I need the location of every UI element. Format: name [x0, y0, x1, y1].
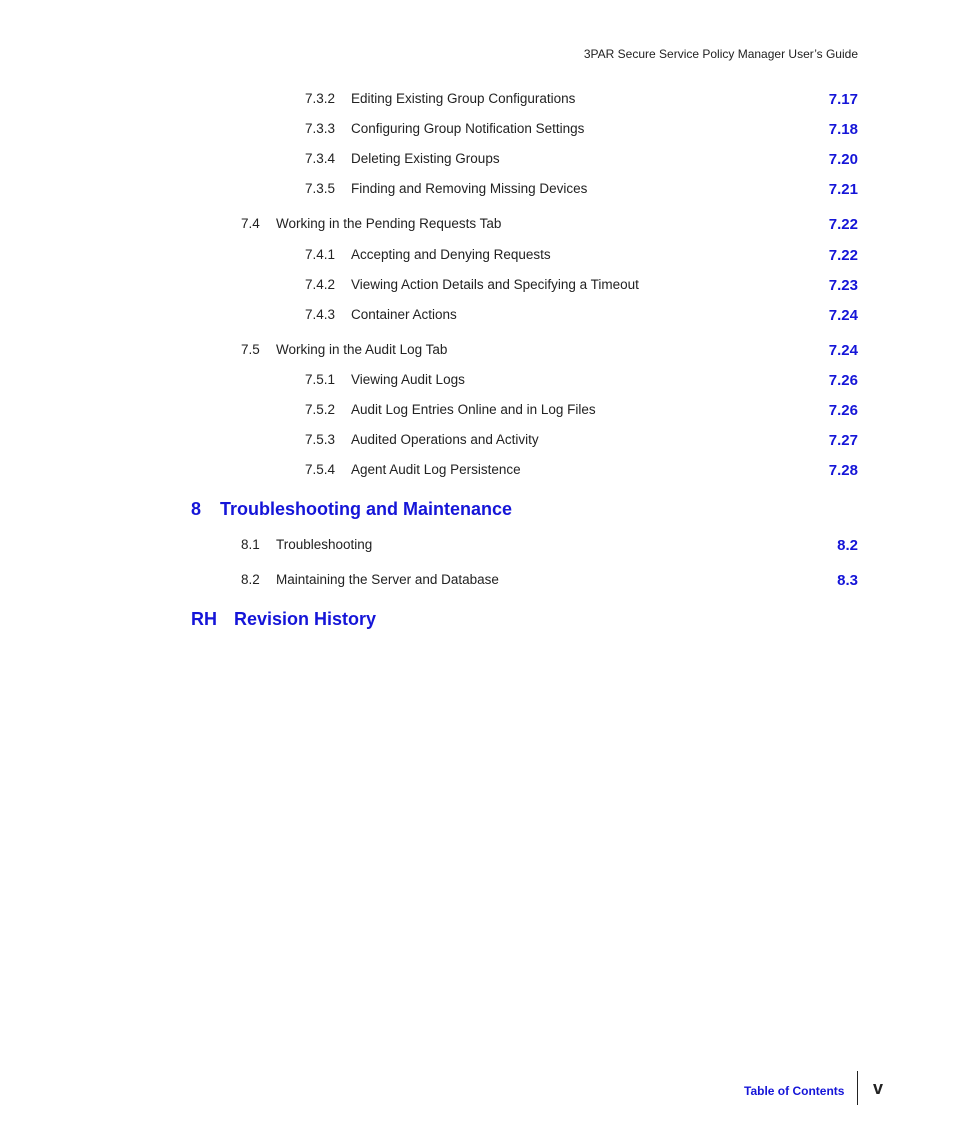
toc-entry[interactable] — [0, 402, 954, 422]
toc-entry-page-link[interactable]: 7.24 — [828, 307, 858, 324]
toc-entry[interactable] — [0, 247, 954, 267]
toc-entry-number: 8.1 — [241, 537, 260, 552]
toc-entry-number: 7.3.3 — [305, 121, 336, 136]
toc-entry-page-link[interactable]: 7.24 — [828, 342, 858, 359]
toc-entry-number: 7.4.3 — [305, 307, 336, 322]
toc-entry-number: 7.5.4 — [305, 462, 336, 477]
toc-entry-number: 7.4.2 — [305, 277, 336, 292]
toc-entry-page-link[interactable]: 7.26 — [828, 372, 858, 389]
toc-entry-page-link[interactable]: 8.3 — [837, 572, 858, 589]
toc-entry[interactable] — [0, 91, 954, 111]
toc-entry[interactable] — [0, 372, 954, 392]
toc-entry[interactable] — [0, 181, 954, 201]
toc-entry-title: Maintaining the Server and Database — [276, 572, 499, 587]
toc-entry[interactable] — [0, 121, 954, 141]
toc-entry-page-link[interactable]: 7.22 — [828, 247, 858, 264]
toc-entry-page-link[interactable]: 7.28 — [828, 462, 858, 479]
toc-entry-page-link[interactable]: 7.23 — [828, 277, 858, 294]
toc-entry-number: 7.5.1 — [305, 372, 336, 387]
toc-entry[interactable] — [0, 462, 954, 482]
toc-entry-number: 7.3.4 — [305, 151, 336, 166]
toc-entry[interactable] — [0, 151, 954, 171]
toc-entry-page-link[interactable]: 7.26 — [828, 402, 858, 419]
toc-entry-title: Working in the Pending Requests Tab — [276, 216, 502, 231]
toc-chapter-heading[interactable] — [0, 499, 954, 525]
toc-entry[interactable] — [0, 216, 954, 236]
toc-entry-title: Agent Audit Log Persistence — [351, 462, 521, 477]
toc-chapter-title-link[interactable]: Revision History — [234, 609, 377, 629]
toc-chapter-title-link[interactable]: Troubleshooting and Maintenance — [220, 499, 513, 519]
toc-entry-title: Troubleshooting — [276, 537, 373, 552]
footer-section-label: Table of Contents — [744, 1084, 845, 1098]
toc-entry-title: Container Actions — [351, 307, 457, 322]
toc-entry-page-link[interactable]: 7.17 — [828, 91, 858, 108]
running-header: 3PAR Secure Service Policy Manager User’s Guide — [583, 47, 858, 61]
toc-entry-number: 7.4.1 — [305, 247, 336, 262]
toc-entry-page-link[interactable]: 7.21 — [828, 181, 858, 198]
toc-entry-title: Viewing Audit Logs — [351, 372, 465, 387]
toc-chapter-heading[interactable] — [0, 609, 954, 635]
toc-entry[interactable] — [0, 537, 954, 557]
toc-entry-page-link[interactable]: 8.2 — [837, 537, 858, 554]
toc-entry-number: 8.2 — [241, 572, 260, 587]
toc-entry-title: Finding and Removing Missing Devices — [351, 181, 588, 196]
footer-page-number: v — [873, 1078, 884, 1098]
toc-entry[interactable] — [0, 572, 954, 592]
toc-entry-page-link[interactable]: 7.18 — [828, 121, 858, 138]
toc-entry-title: Working in the Audit Log Tab — [276, 342, 448, 357]
toc-entry-page-link[interactable]: 7.27 — [828, 432, 858, 449]
toc-entry[interactable] — [0, 307, 954, 327]
toc-entry-number: 7.5.2 — [305, 402, 336, 417]
toc-entry-number: 7.5.3 — [305, 432, 336, 447]
toc-entry-title: Deleting Existing Groups — [351, 151, 500, 166]
toc-entry-title: Configuring Group Notification Settings — [351, 121, 585, 136]
footer-divider — [857, 1071, 858, 1105]
toc-entry-title: Viewing Action Details and Specifying a Timeout — [351, 277, 639, 292]
toc-entry-number: 7.5 — [241, 342, 260, 357]
toc-entry-title: Accepting and Denying Requests — [351, 247, 551, 262]
toc-entry-number: 7.3.5 — [305, 181, 336, 196]
toc-entry-number: 7.4 — [241, 216, 260, 231]
toc-entry-page-link[interactable]: 7.20 — [828, 151, 858, 168]
toc-entry[interactable] — [0, 432, 954, 452]
toc-entry-page-link[interactable]: 7.22 — [828, 216, 858, 233]
toc-entry-title: Audited Operations and Activity — [351, 432, 539, 447]
toc-chapter-number: RH — [191, 609, 217, 629]
toc-entry[interactable] — [0, 342, 954, 362]
toc-entry[interactable] — [0, 277, 954, 297]
toc-entry-title: Audit Log Entries Online and in Log Files — [351, 402, 596, 417]
toc-entry-title: Editing Existing Group Configurations — [351, 91, 576, 106]
toc-chapter-number: 8 — [191, 499, 202, 519]
toc-entry-number: 7.3.2 — [305, 91, 336, 106]
